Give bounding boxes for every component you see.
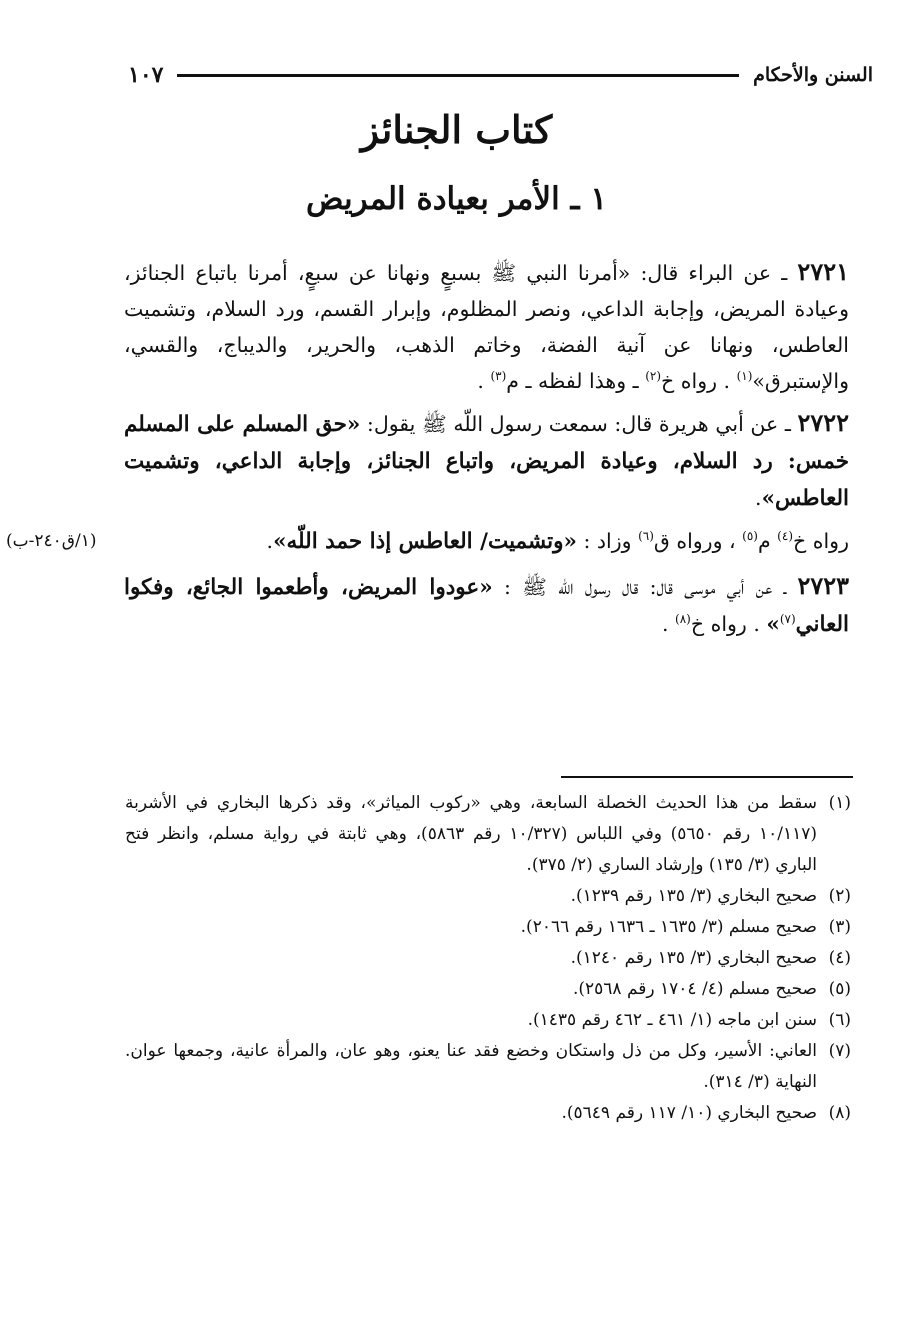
- footnote-rule: [561, 776, 853, 778]
- footnote-number: (٤): [828, 948, 851, 968]
- hadith-intro: ـ عن أبي هريرة قال: سمعت رسول اللّه ﷺ يقول:: [360, 412, 791, 436]
- footnote-4: [125, 943, 851, 974]
- footnote-ref: (٣): [490, 369, 507, 384]
- hadith-number: ٢٧٢١: [797, 257, 849, 286]
- hadith-tail: . رواه خ: [661, 369, 737, 393]
- ref-text: م: [757, 529, 778, 553]
- hadith-number: ٢٧٢٢: [797, 408, 849, 437]
- footnote-text: صحيح البخاري (٣/ ١٣٥ رقم ١٢٣٩).: [570, 886, 817, 906]
- hadith-2723: [124, 568, 849, 643]
- hadith-tail: .: [477, 369, 491, 393]
- page-number: ١٠٧: [128, 62, 164, 88]
- ref-text: رواه خ: [793, 529, 849, 553]
- hadith-end: .: [661, 612, 675, 636]
- footnote-number: (٥): [828, 979, 851, 999]
- footnote-number: (٢): [828, 886, 851, 906]
- hadith-number: ٢٧٢٣: [797, 571, 849, 600]
- footnote-text: صحيح البخاري (٣/ ١٣٥ رقم ١٢٤٠).: [570, 948, 817, 968]
- footnote-text: صحيح البخاري (١٠/ ١١٧ رقم ٥٦٤٩).: [561, 1103, 817, 1123]
- hadith-tail: . رواه خ: [690, 612, 767, 636]
- footnote-ref: (٦): [638, 529, 654, 544]
- hadith-text: ـ عن البراء قال: «أمرنا النبي ﷺ بسبعٍ ونهانا عن سبعٍ، أمرنا باتباع الجنائز، وعيادة المريض، وإجابة الداعي، ونصر المظلوم، وإبرار القسم، ورد السلام، وتشميت العاطس، ونهانا عن آنية الفضة، وخاتم الذهب، والحرير، والديباج، والقسي، والإستبرق»: [124, 261, 849, 393]
- hadith-2722-reference: [6, 523, 849, 560]
- footnote-number: (٧): [828, 1041, 851, 1061]
- footnote-number: (٨): [828, 1103, 851, 1123]
- header-rule: [177, 74, 739, 77]
- ref-end: .: [266, 529, 274, 553]
- footnotes: [125, 788, 851, 1129]
- footnote-ref: (٤): [777, 529, 793, 544]
- footnote-ref: (٨): [675, 612, 691, 627]
- hadith-close: »: [766, 612, 780, 637]
- hadith-text: «عودوا المريض، وأطعموا الجائع، وفكوا العاني: [124, 575, 849, 637]
- ref-text: ، ورواه ق: [653, 529, 743, 553]
- main-text: [6, 254, 849, 649]
- footnote-ref: (٢): [645, 369, 662, 384]
- footnote-ref: (١): [736, 369, 753, 384]
- manuscript-folio-marker: (١/ق٢٤٠-ب): [6, 531, 97, 551]
- footnote-text: سقط من هذا الحديث الخصلة السابعة، وهي «ركوب المياثر»، وقد ذكرها البخاري في الأشربة (١٠/١١٧ رقم ٥٦٥٠) وفي اللباس (١٠/٣٢٧ رقم ٥٨٦٣)، وهي ثابتة في رواية مسلم، وانظر فتح الباري (٣/ ١٣٥) وإرشاد الساري (٢/ ٣٧٥).: [125, 793, 817, 875]
- footnote-6: [125, 1005, 851, 1036]
- footnote-ref: (٥): [742, 529, 758, 544]
- footnote-8: [125, 1098, 851, 1129]
- book-title: كتاب الجنائز: [360, 107, 553, 152]
- hadith-2721: [124, 254, 849, 399]
- hadith-tail: ـ وهذا لفظه ـ م: [506, 369, 646, 393]
- hadith-intro: ـ عن أبي موسى قال: قال رسول اللّه ﷺ :: [492, 575, 787, 599]
- footnote-ref: (٧): [779, 612, 796, 627]
- footnote-text: العاني: الأسير، وكل من ذل واستكان وخضع فقد عنا يعنو، وهو عان، والمرأة عانية، وجمعها عوان. النهاية (٣/ ٣١٤).: [125, 1041, 817, 1092]
- footnote-7: [125, 1036, 851, 1098]
- running-header: [128, 58, 873, 92]
- hadith-2722: [124, 405, 849, 517]
- footnote-text: صحيح مسلم (٣/ ١٦٣٥ ـ ١٦٣٦ رقم ٢٠٦٦).: [520, 917, 817, 937]
- hadith-text: «حق المسلم على المسلم خمس: رد السلام، وعيادة المريض، واتباع الجنائز، وإجابة الداعي، وتشميت العاطس»: [124, 412, 849, 511]
- footnote-5: [125, 974, 851, 1005]
- footnote-2: [125, 881, 851, 912]
- footnote-3: [125, 912, 851, 943]
- footnote-number: (١): [828, 793, 851, 813]
- footnote-text: سنن ابن ماجه (١/ ٤٦١ ـ ٤٦٢ رقم ١٤٣٥).: [527, 1010, 817, 1030]
- hadith-end: .: [755, 486, 762, 510]
- ref-addition: «وتشميت/ العاطس إذا حمد اللّه»: [273, 529, 577, 554]
- ref-text: وزاد :: [576, 529, 639, 553]
- footnote-number: (٣): [828, 917, 851, 937]
- footnote-text: صحيح مسلم (٤/ ١٧٠٤ رقم ٢٥٦٨).: [572, 979, 817, 999]
- footnote-1: [125, 788, 851, 881]
- running-title: السنن والأحكام: [753, 64, 873, 86]
- footnote-number: (٦): [828, 1010, 851, 1030]
- chapter-title: ١ ـ الأمر بعيادة المريض: [305, 181, 608, 217]
